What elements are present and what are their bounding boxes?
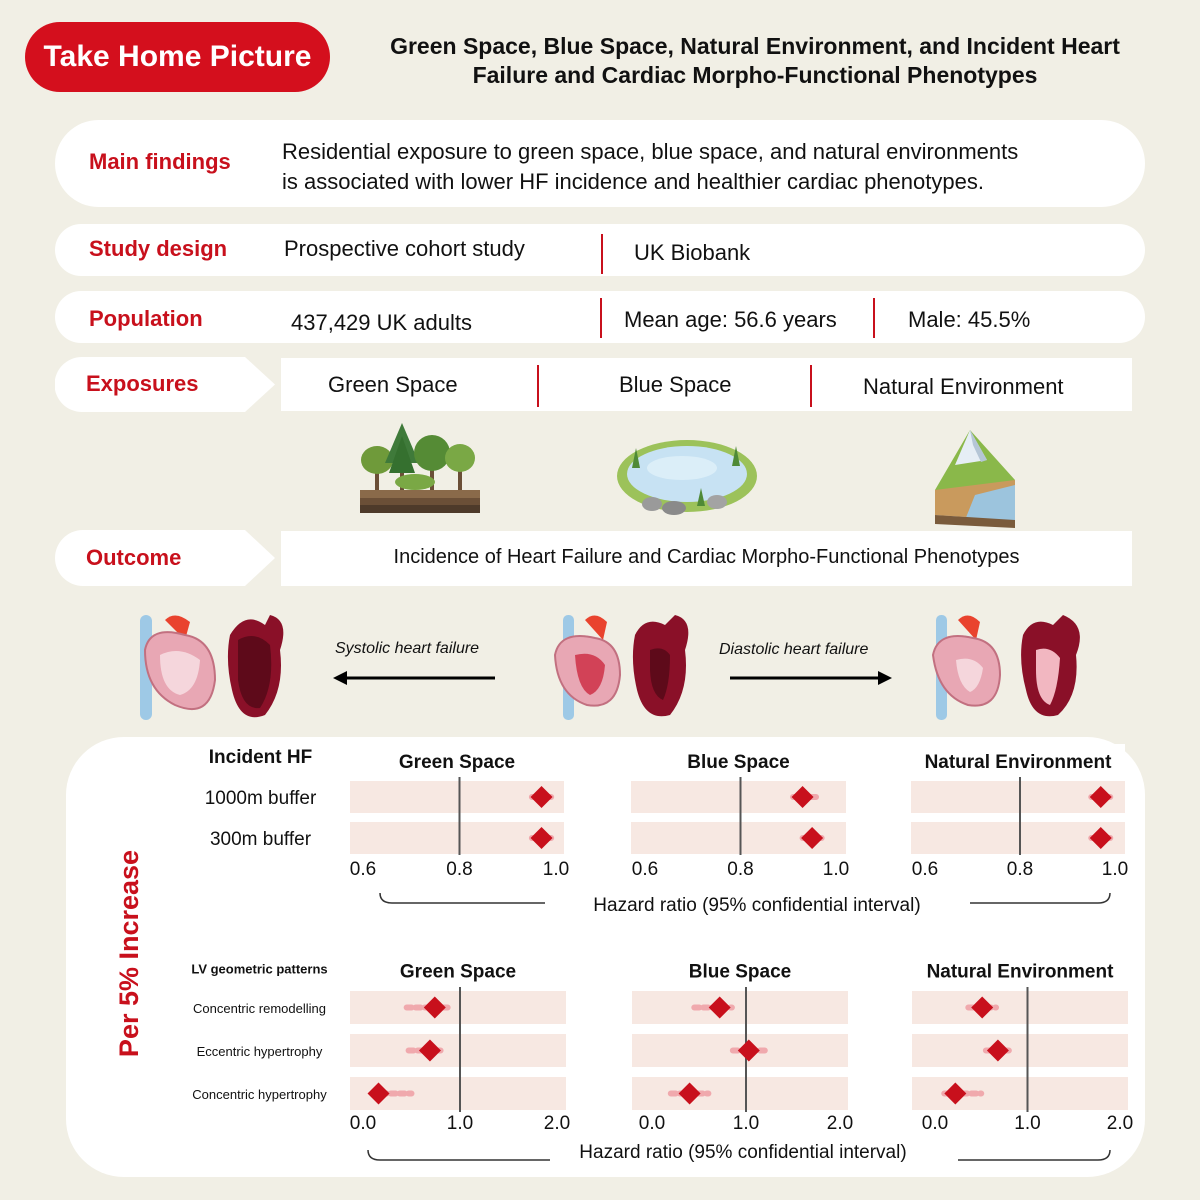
tick-label: 2.0 (826, 1113, 854, 1134)
panel-title: Blue Space (687, 752, 790, 773)
row-band (632, 991, 848, 1024)
tick-label: 0.8 (1006, 859, 1034, 880)
exposures-label: Exposures (86, 371, 199, 396)
tick-label: 0.6 (911, 859, 939, 880)
tick-label: 1.0 (1014, 1113, 1041, 1134)
bracket-right (958, 1150, 1110, 1160)
bracket-right (970, 893, 1110, 903)
tick-label: 0.0 (921, 1113, 949, 1134)
tick-label: 0.6 (349, 859, 377, 880)
tick-label: 1.0 (1101, 859, 1129, 880)
row-label: Eccentric hypertrophy (196, 1044, 323, 1059)
side-label: Per 5% Increase (114, 849, 145, 1057)
study-design-source: UK Biobank (634, 240, 751, 265)
row-band (350, 991, 566, 1024)
bracket-left (368, 1150, 550, 1160)
population-label: Population (89, 306, 203, 331)
tick-label: 0.8 (446, 859, 473, 880)
panel-title: Blue Space (688, 961, 792, 983)
tick-label: 1.0 (822, 859, 850, 880)
row-label: 300m buffer (209, 829, 312, 850)
outcome-label: Outcome (86, 545, 182, 570)
main-findings-line-2: is associated with lower HF incidence and healthier cardiac phenotypes. (282, 169, 984, 194)
row-band (350, 1034, 566, 1067)
tick-label: 0.8 (727, 859, 754, 880)
bracket-left (380, 893, 545, 903)
row-band (912, 1034, 1128, 1067)
tick-label: 0.0 (638, 1113, 666, 1134)
row-label: Concentric hypertrophy (192, 1087, 327, 1102)
panel-title: Natural Environment (926, 961, 1114, 983)
main-findings-label: Main findings (89, 149, 231, 174)
tick-label: 1.0 (732, 1113, 760, 1134)
x-axis-label: Hazard ratio (95% confidential interval) (579, 1142, 907, 1163)
row-label: Concentric remodelling (193, 1001, 326, 1016)
exposure-blue: Blue Space (619, 372, 732, 397)
tick-label: 2.0 (1106, 1113, 1134, 1134)
exposure-natural: Natural Environment (863, 374, 1064, 399)
row-label: 1000m buffer (204, 788, 317, 809)
population-male: Male: 45.5% (908, 307, 1031, 332)
study-design-label: Study design (89, 236, 228, 261)
panel-title: Green Space (398, 752, 516, 773)
study-design-type: Prospective cohort study (284, 236, 525, 261)
title-line-1: Green Space, Blue Space, Natural Environment, and Incident Heart (390, 33, 1120, 59)
tick-label: 0.0 (349, 1113, 377, 1134)
population-age: Mean age: 56.6 years (624, 307, 837, 332)
main-findings-line-1: Residential exposure to green space, blue space, and natural environments (282, 139, 1019, 164)
tick-label: 1.0 (542, 859, 570, 880)
section-header: LV geometric patterns (191, 961, 328, 977)
diastolic-label: Diastolic heart failure (719, 641, 869, 658)
population-size: 437,429 UK adults (291, 310, 473, 335)
panel-title: Green Space (399, 961, 517, 983)
row-band (912, 991, 1128, 1024)
take-home-badge: Take Home Picture (25, 22, 330, 92)
x-axis-label: Hazard ratio (95% confidential interval) (593, 895, 921, 916)
panel-title: Natural Environment (924, 752, 1112, 773)
section-header: Incident HF (208, 747, 313, 768)
tick-label: 0.6 (631, 859, 659, 880)
tick-label: 1.0 (446, 1113, 474, 1134)
outcome-text: Incidence of Heart Failure and Cardiac Morpho-Functional Phenotypes (393, 546, 1020, 568)
tick-label: 2.0 (543, 1113, 571, 1134)
title-line-2: Failure and Cardiac Morpho-Functional Phenotypes (472, 62, 1038, 88)
row-band (632, 1077, 848, 1110)
systolic-label: Systolic heart failure (335, 640, 480, 657)
exposure-green: Green Space (328, 372, 458, 397)
